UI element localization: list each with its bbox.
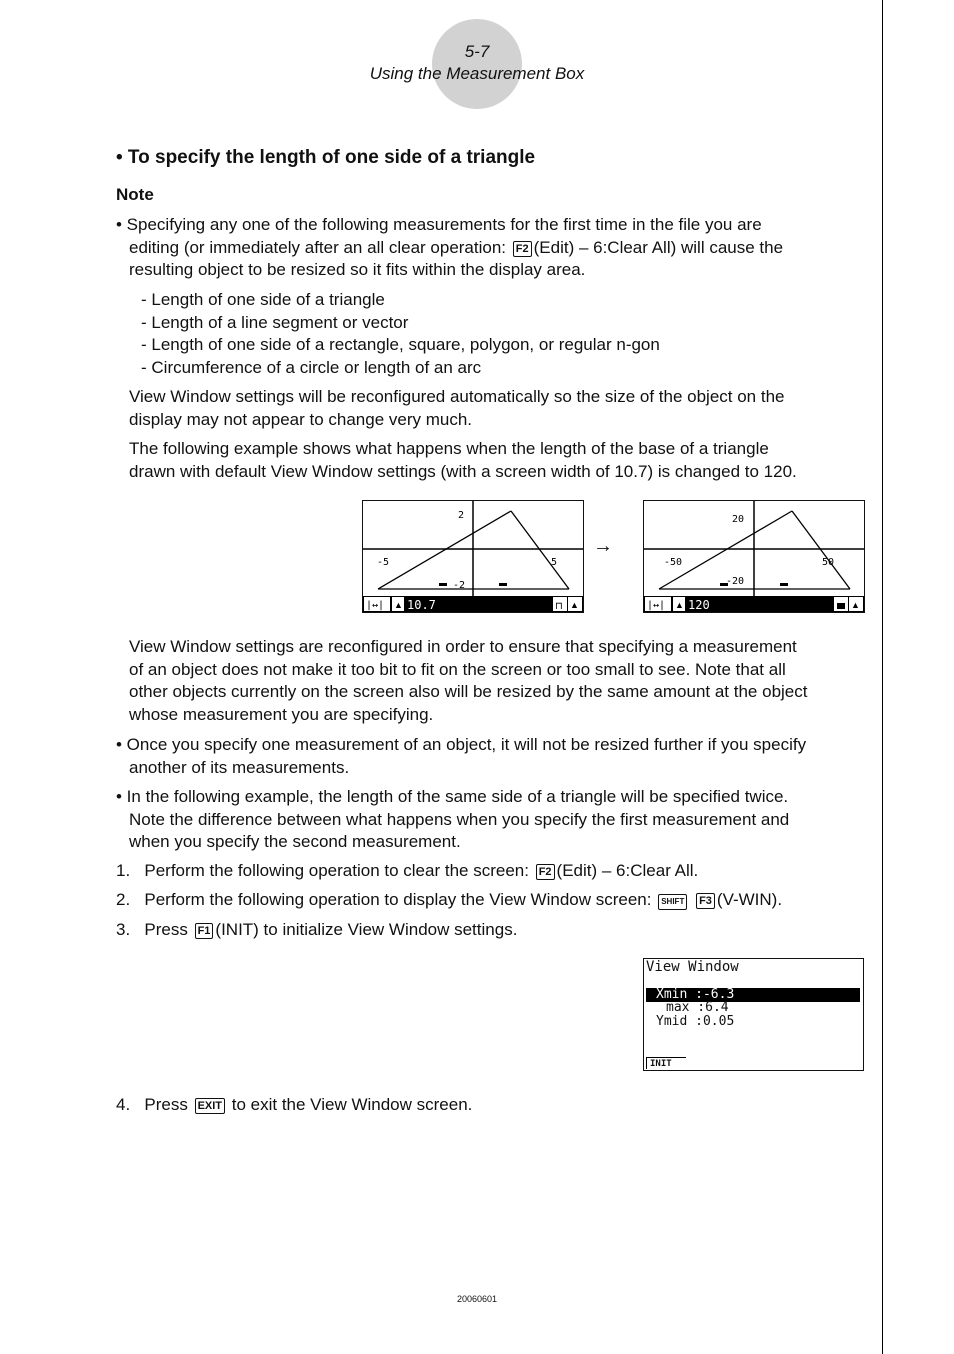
text-line: when you specify the second measurement. (129, 832, 461, 851)
note-text: editing (or immediately after an all clear operation: (129, 237, 507, 257)
f1-key-icon: F1 (195, 923, 214, 939)
up-triangle-icon: ▲ (675, 600, 684, 610)
tick-mark (780, 583, 788, 586)
tick-mark (439, 583, 447, 586)
measurement-list (141, 289, 660, 379)
max-row: max :6.4 (666, 1000, 729, 1015)
text-line: View Window settings will be reconfigured automatically so the size of the object on the (129, 387, 785, 406)
triangle-side (511, 511, 569, 589)
bullet-2 (116, 734, 806, 779)
f3-key-icon: F3 (696, 893, 715, 909)
step-text: Press (144, 1095, 188, 1114)
xmin-row: Xmin :-6.3 (646, 988, 860, 1002)
text-line: another of its measurements. (129, 757, 350, 777)
step-number: 1. (116, 861, 131, 880)
width-arrow-icon: |↔| (647, 600, 666, 611)
note-line: • Specifying any one of the following measurements for the first time in the file you are (116, 215, 762, 234)
text-line: The following example shows what happens when the length of the base of a triangle (129, 439, 769, 458)
y-tick-label: 2 (458, 510, 465, 521)
step-text: (V-WIN). (716, 890, 783, 909)
step-number: 4. (116, 1095, 131, 1114)
text-line: View Window settings are reconfigured in order to ensure that specifying a measurement (129, 637, 797, 656)
lock-closed-icon (837, 603, 845, 609)
step-text: Perform the following operation to clear the screen: (144, 861, 529, 880)
section-heading: • To specify the length of one side of a triangle (116, 147, 536, 168)
shift-key-icon: SHIFT (658, 894, 687, 910)
bullet-3 (116, 786, 789, 854)
text-line: • Once you specify one measurement of an object, it will not be resized further if you specify (116, 735, 807, 754)
ymid-row: Ymid :0.05 (656, 1014, 735, 1029)
list-item: - Length of one side of a triangle (141, 290, 385, 309)
step-number: 2. (116, 890, 131, 909)
view-window-screen (643, 958, 864, 1071)
list-item: - Length of a line segment or vector (141, 312, 409, 332)
arrow-icon: → (593, 535, 613, 557)
x-tick-label: -5 (377, 557, 390, 568)
tick-mark (499, 583, 507, 586)
note-paragraph-3 (129, 438, 797, 483)
exit-key-icon: EXIT (195, 1098, 225, 1114)
note-paragraph-1 (116, 214, 783, 282)
note-label: Note (116, 185, 154, 204)
step-text: Perform the following operation to display the View Window screen: (144, 890, 652, 909)
step-text: Press (144, 920, 188, 939)
f2-key-icon: F2 (513, 241, 532, 257)
width-value: 10.7 (407, 598, 436, 612)
step-2 (116, 889, 782, 912)
text-line: Note the difference between what happens when you specify the first measurement and (129, 809, 790, 829)
up-triangle-icon: ▲ (394, 600, 403, 610)
triangle-side (792, 511, 850, 589)
list-item: - Length of one side of a rectangle, square, polygon, or regular n-gon (141, 335, 660, 354)
x-tick-label: 50 (822, 557, 835, 568)
text-line: whose measurement you are specifying. (129, 704, 434, 724)
footer-code: 20060601 (456, 1294, 498, 1304)
view-window-title: View Window (646, 959, 739, 975)
calculator-screen-after (643, 500, 865, 613)
step-4 (116, 1094, 472, 1117)
width-arrow-icon: |↔| (366, 600, 385, 611)
page-number: 5-7 (464, 42, 490, 61)
y-tick-label: -20 (726, 576, 745, 587)
init-softkey: INIT (646, 1057, 686, 1069)
lock-open-icon: ⊓ (555, 601, 563, 612)
up-triangle-icon: ▲ (570, 600, 579, 610)
note-paragraph-4 (129, 636, 807, 726)
text-line: display may not appear to change very much. (129, 409, 473, 429)
list-item: - Circumference of a circle or length of an arc (141, 357, 482, 377)
width-value: 120 (688, 598, 710, 612)
y-tick-label: 20 (732, 514, 745, 525)
step-text: (INIT) to initialize View Window settings. (215, 920, 518, 939)
step-number: 3. (116, 920, 131, 939)
calculator-screen-before (362, 500, 584, 613)
page-right-rule (882, 0, 883, 1354)
text-line: of an object does not make it too bit to fit on the screen or too small to see. Note that all (129, 659, 786, 679)
y-tick-label: -2 (453, 580, 466, 591)
step-text: to exit the View Window screen. (231, 1095, 473, 1114)
section-title: Using the Measurement Box (369, 64, 585, 83)
step-1 (116, 860, 698, 883)
step-text: (Edit) – 6:Clear All. (556, 861, 699, 880)
x-tick-label: -50 (664, 557, 683, 568)
text-line: drawn with default View Window settings (with a screen width of 10.7) is changed to 120. (129, 461, 797, 481)
note-text: (Edit) – 6:Clear All) will cause the (533, 237, 784, 257)
note-line (116, 237, 783, 260)
x-tick-label: 5 (551, 557, 558, 568)
note-line: resulting object to be resized so it fits within the display area. (129, 260, 586, 279)
f2-key-icon: F2 (536, 864, 555, 880)
triangle-side (378, 511, 511, 589)
up-triangle-icon: ▲ (851, 600, 860, 610)
text-line: other objects currently on the screen also will be resized by the same amount at the object (129, 682, 808, 701)
step-3 (116, 919, 517, 942)
text-line: • In the following example, the length of the same side of a triangle will be specified twice. (116, 787, 789, 806)
note-paragraph-2 (129, 386, 784, 431)
